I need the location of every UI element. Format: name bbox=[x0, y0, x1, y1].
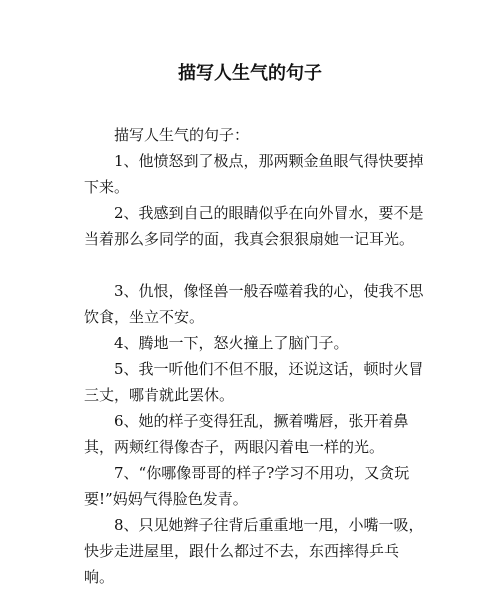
sentence-paragraph-1: 1、他愤怒到了极点，那两颗金鱼眼气得快要掉下来。 bbox=[84, 152, 424, 196]
intro-paragraph: 描写人生气的句子： bbox=[114, 126, 250, 144]
document-title: 描写人生气的句子 bbox=[178, 63, 322, 84]
sentence-paragraph-4: 4、腾地一下，怒火撞上了脑门子。 bbox=[114, 334, 349, 352]
sentence-paragraph-8: 8、只见她辫子往背后重重地一甩，小嘴一吸，快步走进屋里，跟什么都过不去，东西摔得乒乓响。 bbox=[84, 516, 424, 586]
sentence-paragraph-3: 3、仇恨，像怪兽一般吞噬着我的心，使我不思饮食，坐立不安。 bbox=[84, 282, 424, 326]
sentence-paragraph-7: 7、“你哪像哥哥的样子?学习不用功，又贪玩要!”妈妈气得脸色发青。 bbox=[84, 464, 410, 508]
document-body bbox=[84, 122, 424, 590]
sentence-paragraph-5: 5、我一听他们不但不服，还说这话，顿时火冒三丈，哪肯就此罢休。 bbox=[84, 360, 424, 404]
sentence-paragraph-2: 2、我感到自己的眼睛似乎在向外冒水，要不是当着那么多同学的面，我真会狠狠扇她一记耳光。 bbox=[84, 204, 424, 248]
sentence-paragraph-6: 6、她的样子变得狂乱，撅着嘴唇，张开着鼻其，两颊红得像杏子，两眼闪着电一样的光。 bbox=[84, 412, 409, 456]
